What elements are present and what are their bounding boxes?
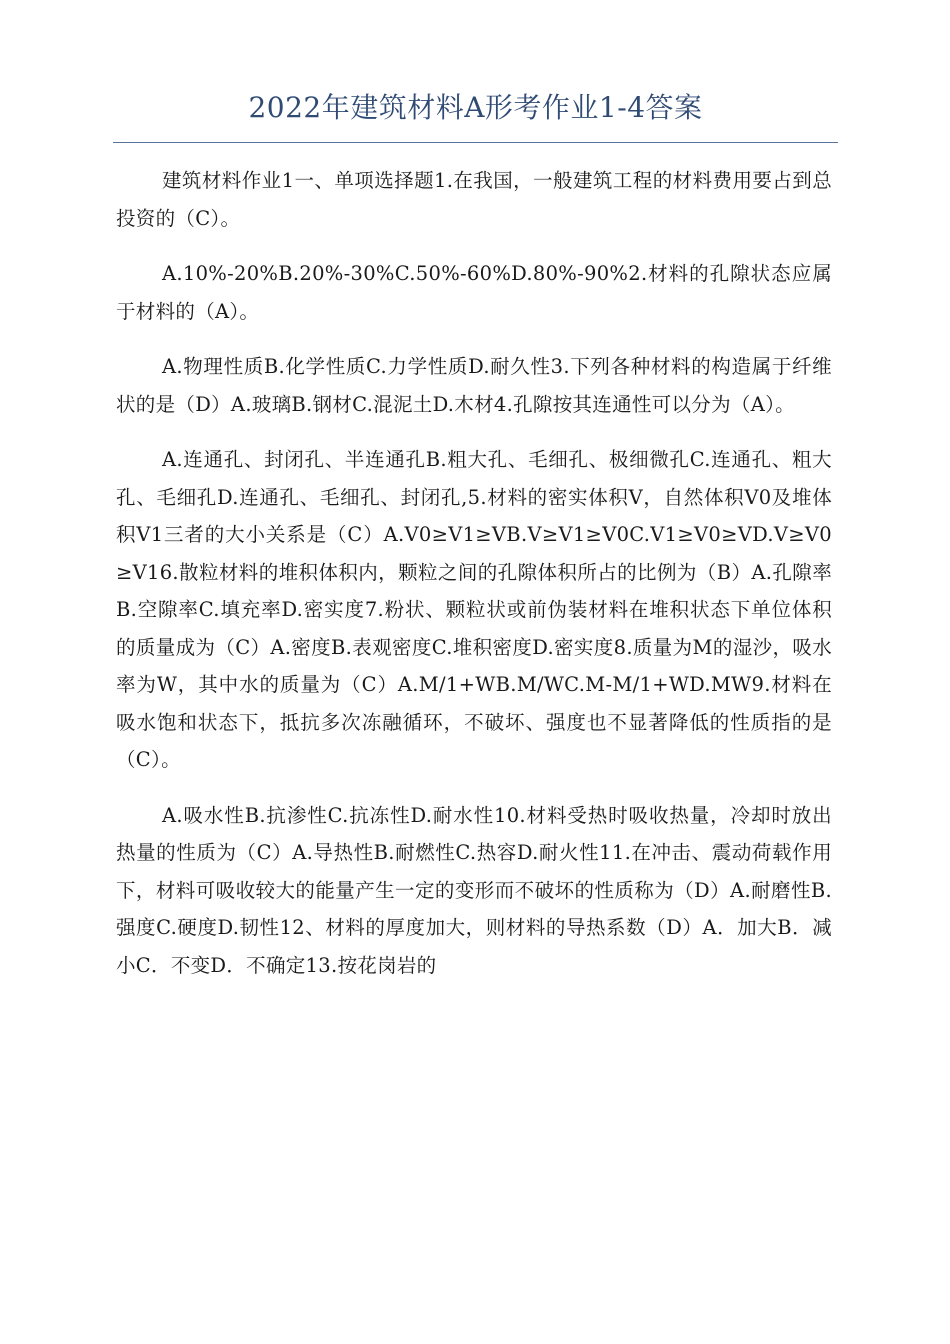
title-divider bbox=[113, 142, 838, 143]
document-title: 2022年建筑材料A形考作业1-4答案 bbox=[248, 91, 703, 124]
paragraph-5: A.吸水性B.抗渗性C.抗冻性D.耐水性10.材料受热时吸收热量，冷却时放出热量的性质为（C）A.导热性B.耐燃性C.热容D.耐火性11.在冲击、震动荷载作用下，材料可吸收较大的能量产生一定的变形而不破坏的性质称为（D）A.耐磨性B.强度C.硬度D.韧性12、材料的厚度加大，则材料的导热系数（D）A．加大B．减小C．不变D．不确定13.按花岗岩的 bbox=[116, 803, 832, 977]
paragraph-1: 建筑材料作业1一、单项选择题1.在我国，一般建筑工程的材料费用要占到总投资的（C）。 bbox=[116, 169, 832, 230]
document-body bbox=[116, 162, 832, 1002]
paragraph-2: A.10%-20%B.20%-30%C.50%-60%D.80%-90%2.材料的孔隙状态应属于材料的（A）。 bbox=[116, 262, 832, 323]
paragraph-4: A.连通孔、封闭孔、半连通孔B.粗大孔、毛细孔、极细微孔C.连通孔、粗大孔、毛细孔D.连通孔、毛细孔、封闭孔,5.材料的密实体积V，自然体积V0及堆体积V1三者的大小关系是（C）A.V0≥V1≥VB.V≥V1≥V0C.V1≥V0≥VD.V≥V0≥V16.散粒材料的堆积体积内，颗粒之间的孔隙体积所占的比例为（B）A.孔隙率B.空隙率C.填充率D.密实度7.粉状、颗粒状或前伪装材料在堆积状态下单位体积的质量成为（C）A.密度B.表观密度C.堆积密度D.密实度8.质量为M的湿沙，吸水率为W，其中水的质量为（C）A.M/1+WB.M/WC.M-M/1+WD.MW9.材料在吸水饱和状态下，抵抗多次冻融循环，不破坏、强度也不显著降低的性质指的是（C）。 bbox=[116, 448, 832, 771]
paragraph-3: A.物理性质B.化学性质C.力学性质D.耐久性3.下列各种材料的构造属于纤维状的是（D）A.玻璃B.钢材C.混泥土D.木材4.孔隙按其连通性可以分为（A）。 bbox=[116, 355, 832, 416]
